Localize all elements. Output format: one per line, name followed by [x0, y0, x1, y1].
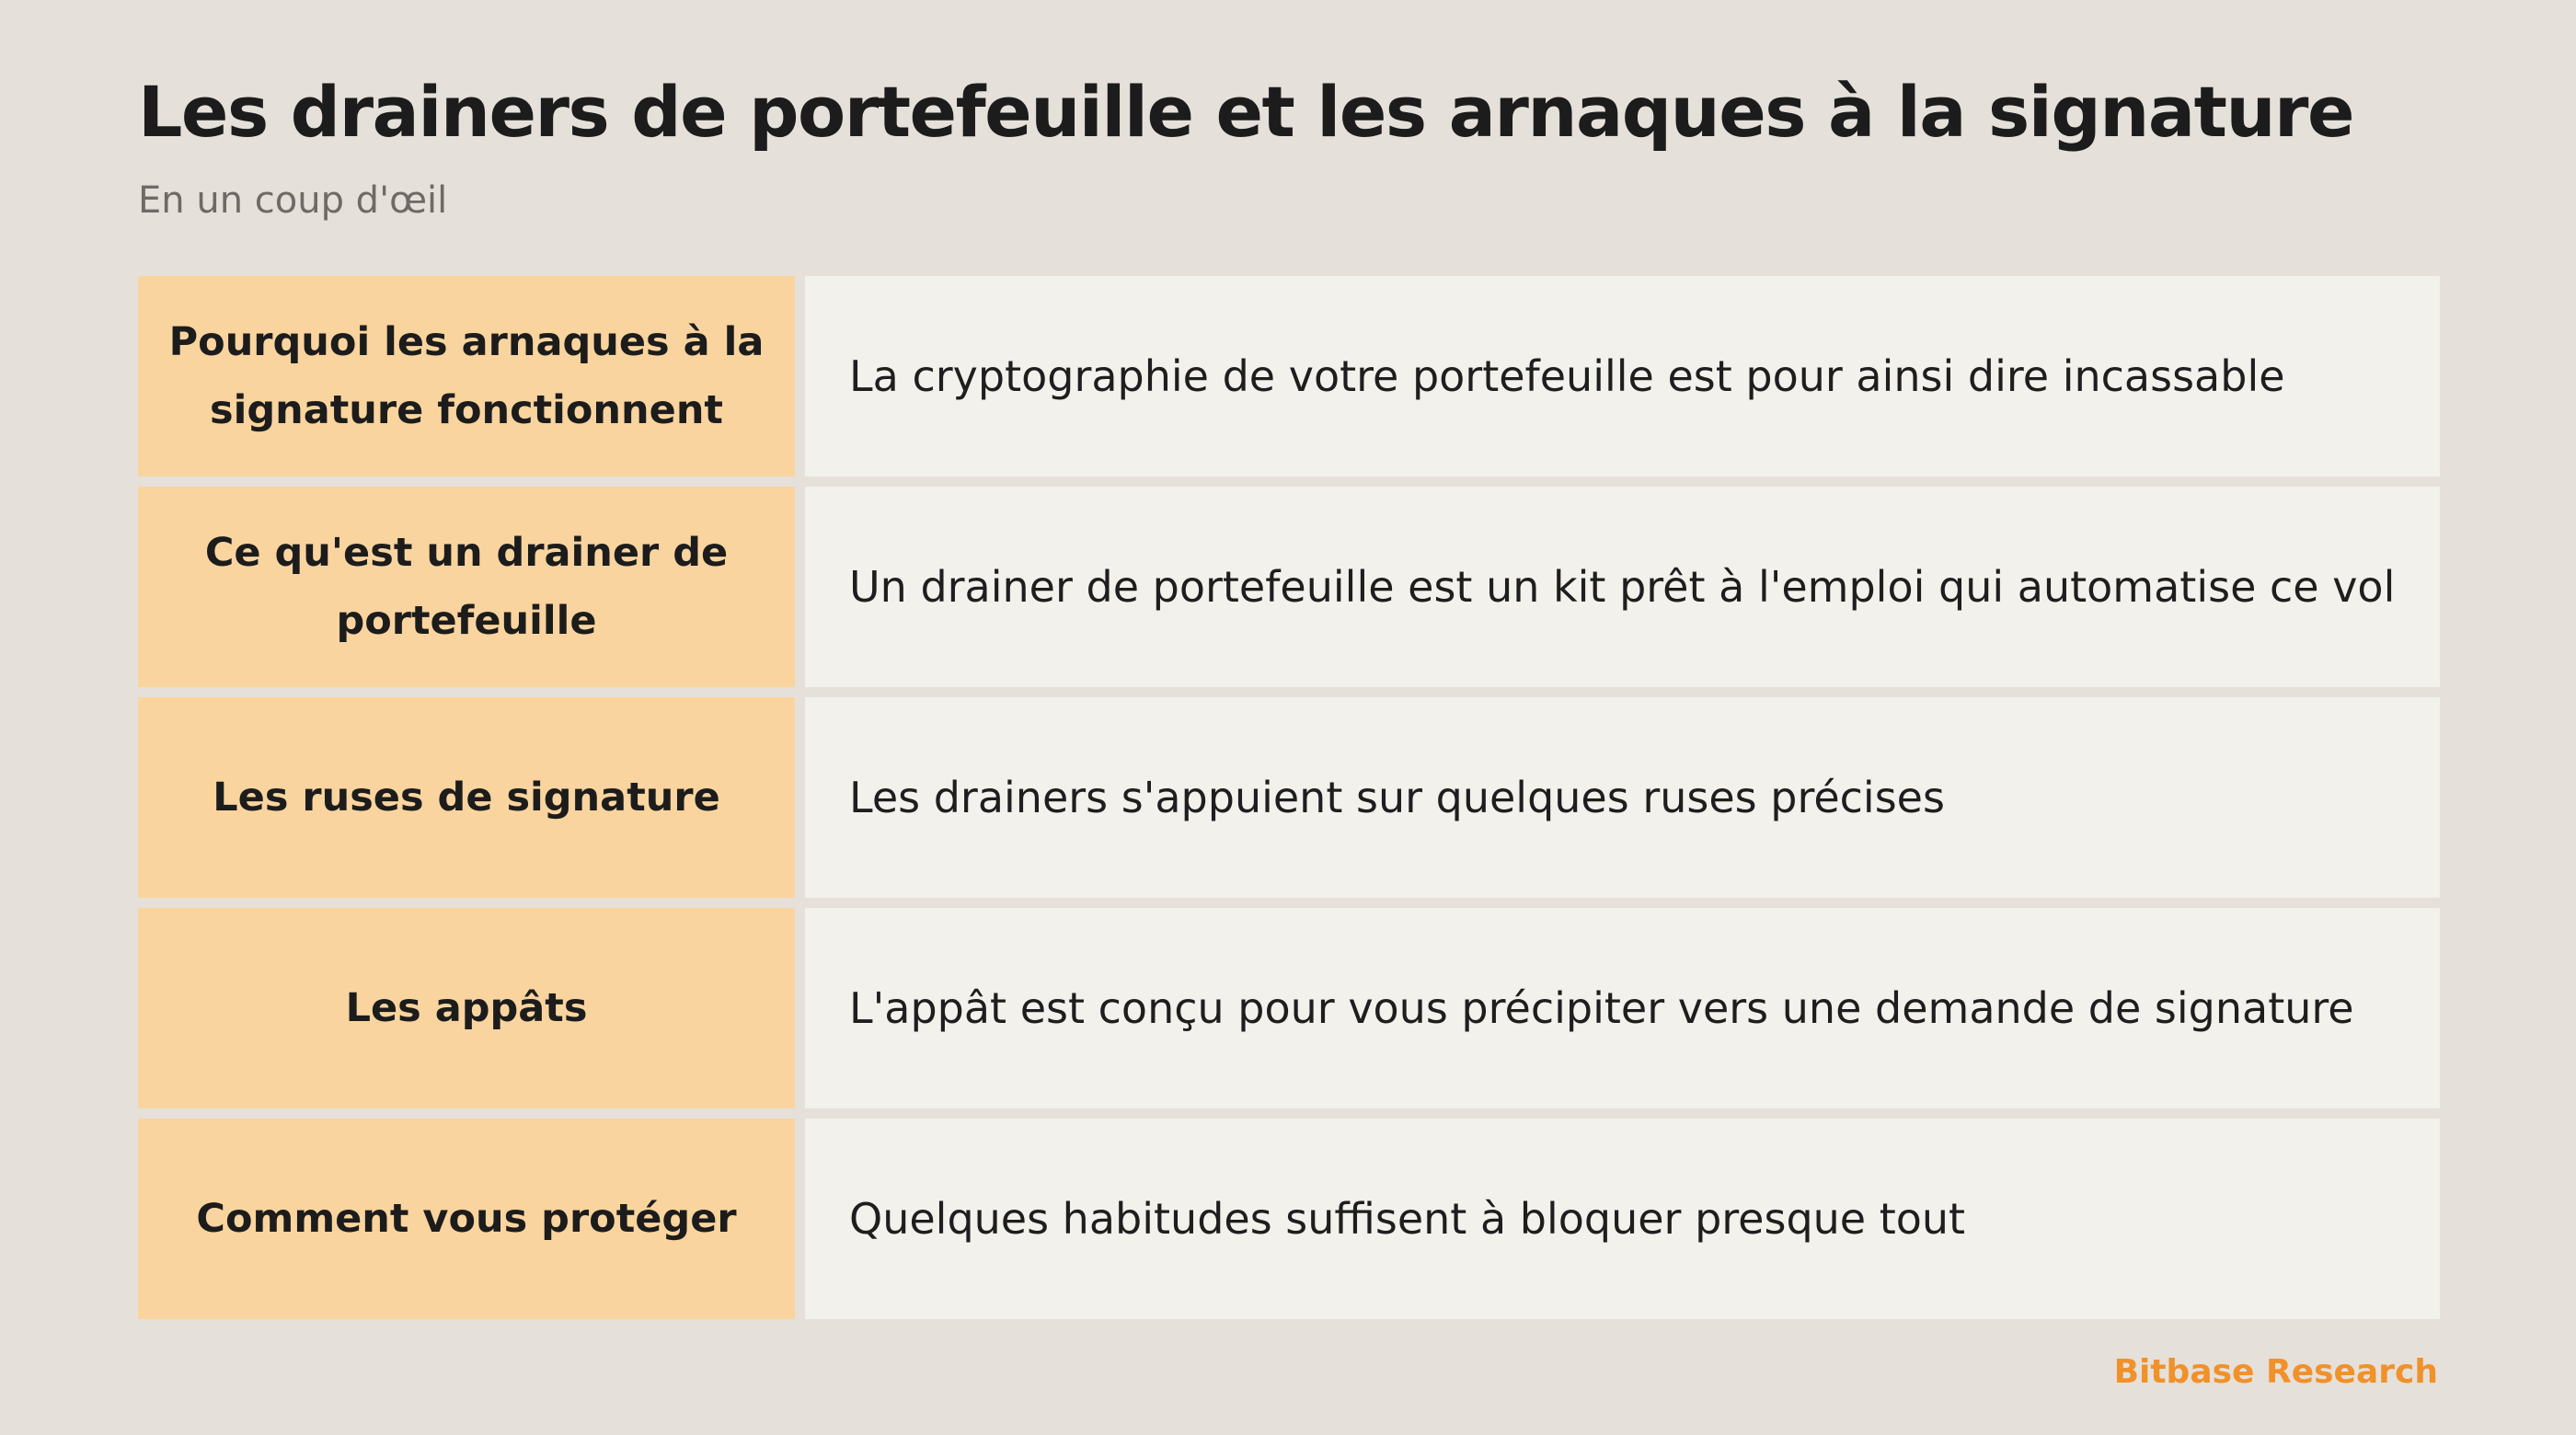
table-row [138, 1119, 2440, 1319]
row-value: Les drainers s'appuient sur quelques ruses précises [805, 697, 2440, 898]
row-value: La cryptographie de votre portefeuille est pour ainsi dire incassable [805, 276, 2440, 476]
page-title: Les drainers de portefeuille et les arnaques à la signature [138, 71, 2354, 153]
row-label: Comment vous protéger [138, 1119, 795, 1319]
table-row [138, 697, 2440, 898]
table-row [138, 487, 2440, 687]
row-value: L'appât est conçu pour vous précipiter vers une demande de signature [805, 908, 2440, 1108]
row-value: Quelques habitudes suffisent à bloquer presque tout [805, 1119, 2440, 1319]
row-label: Les ruses de signature [138, 697, 795, 898]
row-label: Ce qu'est un drainer de portefeuille [138, 487, 795, 687]
table-row [138, 276, 2440, 476]
row-value: Un drainer de portefeuille est un kit prêt à l'emploi qui automatise ce vol [805, 487, 2440, 687]
table-row [138, 908, 2440, 1108]
page-subtitle: En un coup d'œil [138, 179, 448, 222]
row-label: Les appâts [138, 908, 795, 1108]
summary-table [138, 276, 2440, 1319]
row-label: Pourquoi les arnaques à la signature fonctionnent [138, 276, 795, 476]
brand-footer: Bitbase Research [2113, 1353, 2438, 1391]
